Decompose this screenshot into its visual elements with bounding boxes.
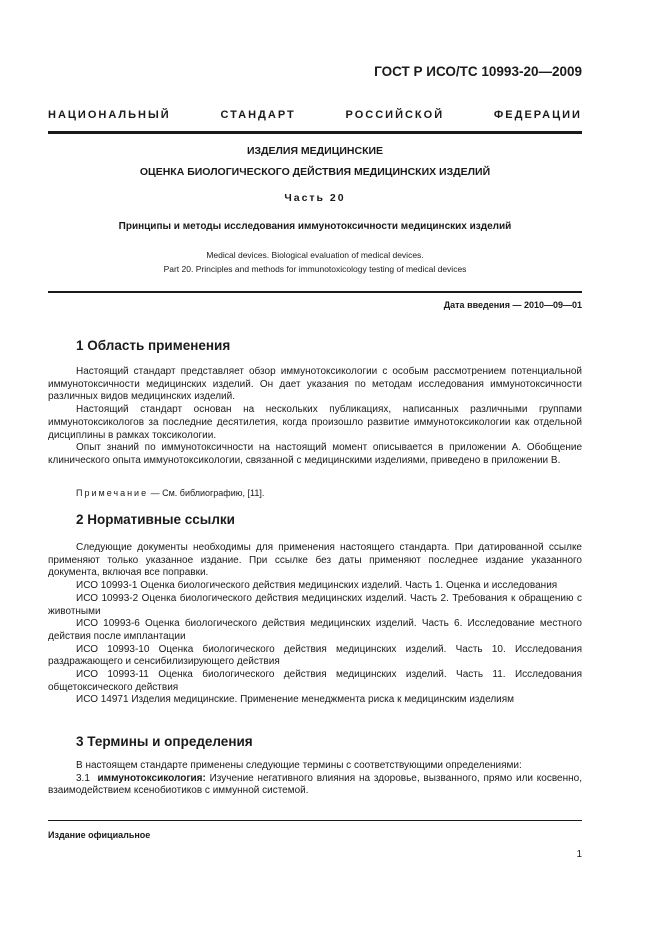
reference-item: ИСО 14971 Изделия медицинские. Применение менеджмента риска к медицинским изделиям: [76, 694, 515, 706]
reference-item: ИСО 10993-6 Оценка биологического действия медицинских изделий. Часть 6. Исследование местного действия после имплантации: [48, 618, 582, 642]
official-edition: Издание официальное: [48, 830, 151, 840]
reference-item: ИСО 10993-10 Оценка биологического действия медицинских изделий. Часть 10. Исследования раздражающего и сенсибилизирующего действия: [48, 643, 582, 668]
note-text: — См. библиографию, [11].: [148, 488, 265, 498]
title-divider: [48, 291, 582, 293]
term: иммунотоксикология:: [97, 772, 206, 784]
page-number: 1: [576, 849, 582, 860]
national-standard-word: ФЕДЕРАЦИИ: [493, 109, 582, 121]
national-standard-word: НАЦИОНАЛЬНЫЙ: [48, 109, 171, 121]
header-divider: [48, 131, 582, 134]
part-label: Часть 20: [284, 192, 346, 204]
paragraph: Следующие документы необходимы для применения настоящего стандарта. При датированной ссылке применяют только указанное издание. При ссылке без даты применяют последнее издание указанного документа, включая все поправки.: [48, 542, 582, 579]
title-line-2: ОЦЕНКА БИОЛОГИЧЕСКОГО ДЕЙСТВИЯ МЕДИЦИНСКИХ ИЗДЕЛИЙ: [139, 166, 491, 178]
term-number: 3.1: [76, 772, 90, 784]
national-standard-word: РОССИЙСКОЙ: [345, 109, 445, 121]
paragraph: Опыт знаний по иммунотоксичности на настоящий момент описывается в приложении А. Обобщение клинического опыта иммунотоксикологии, связанной с медицинскими изделиями, приведено в приложении В.: [48, 442, 582, 466]
footer-divider: [48, 820, 582, 821]
title-line-1: ИЗДЕЛИЯ МЕДИЦИНСКИЕ: [246, 145, 384, 157]
definition: Изучение негативного влияния на здоровье, вызванного, прямо или косвенно, взаимодействием ксенобиотиков с иммунной системой.: [48, 772, 582, 797]
note: [76, 488, 264, 498]
english-title-1: Medical devices. Biological evaluation of medical devices.: [206, 250, 424, 260]
section-1-body: [48, 366, 582, 468]
paragraph: В настоящем стандарте применены следующие термины с соответствующими определениями:: [76, 760, 522, 771]
national-standard-word: СТАНДАРТ: [220, 109, 296, 121]
subtitle: Принципы и методы исследования иммунотоксичности медицинских изделий: [118, 221, 512, 232]
section-1-heading: 1 Область применения: [76, 338, 231, 353]
date-introduced: Дата введения — 2010—09—01: [443, 300, 582, 310]
reference-item: ИСО 10993-11 Оценка биологического действия медицинских изделий. Часть 11. Исследования общетоксического действия: [48, 669, 582, 693]
english-title-2: Part 20. Principles and methods for immunotoxicology testing of medical devices: [163, 264, 467, 274]
section-2-heading: 2 Нормативные ссылки: [76, 512, 235, 527]
note-label: Примечание: [76, 488, 149, 498]
section-2-body: [48, 542, 582, 707]
term-definition: [48, 773, 582, 798]
national-standard-heading: [48, 109, 582, 121]
paragraph: Настоящий стандарт представляет обзор иммунотоксикологии с особым рассмотрением потенциальной иммунотоксичности медицинских изделий. Он дает указания по методам исследования иммунотоксичности различных видов медицинских изделий.: [48, 366, 582, 403]
reference-item: ИСО 10993-2 Оценка биологического действия медицинских изделий. Часть 2. Требования к обращению с животными: [48, 592, 582, 617]
section-3-body: [48, 760, 582, 798]
section-3-heading: 3 Термины и определения: [76, 734, 253, 749]
paragraph: Настоящий стандарт основан на нескольких публикациях, написанных различными группами иммунотоксикологов за последние десятилетия, когда произошло развитие иммунотоксикологии как отдельной дисциплины в рамках токсикологии.: [48, 404, 582, 441]
standard-code: ГОСТ Р ИСО/ТС 10993-20—2009: [374, 64, 582, 79]
reference-item: ИСО 10993-1 Оценка биологического действия медицинских изделий. Часть 1. Оценка и исследования: [76, 580, 558, 592]
